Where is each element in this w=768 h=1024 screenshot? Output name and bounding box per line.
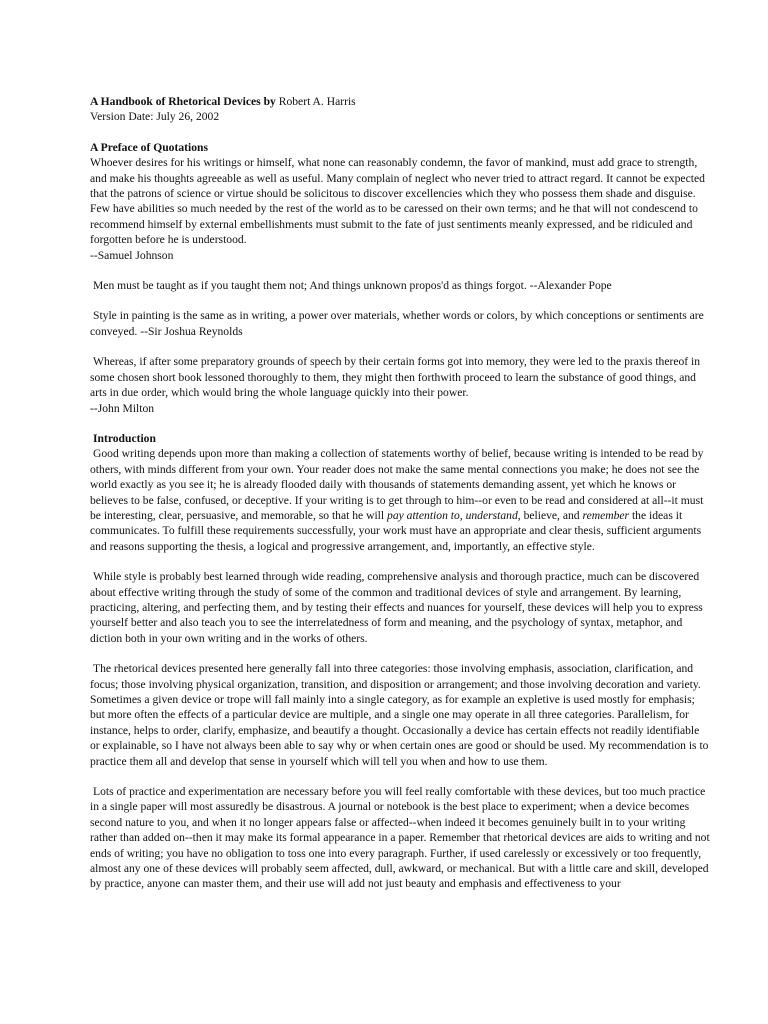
title-by: by	[260, 95, 279, 108]
intro-paragraph-3: The rhetorical devices presented here generally fall into three categories: those involving emphasis, association, clarification, and focus; those involving physical organization, transition, and disposition or arrangement; and those involving decoration and variety. Sometimes a given device or trope will fall mainly into a single category, as for example an expletive is used mostly for emphasis; but more often the effects of a particular device are multiple, and a single one may operate in all three categories. Parallelism, for instance, helps to order, clarify, emphasize, and beautify a thought. Occasionally a device has certain effects not readily identifiable or explainable, so I have not always been able to say why or when certain ones are good or should be used. My recommendation is to practice them all and develop that sense in yourself which will tell you when and how to use them.	[90, 662, 709, 768]
intro-p1-text-b: , believe, and	[517, 508, 583, 522]
version-date: Version Date: July 26, 2002	[90, 110, 220, 124]
intro-paragraph-4: Lots of practice and experimentation are necessary before you will feel really comfortable with these devices, but too much practice in a single paper will most assuredly be disastrous. A journal or notebook is the best place to experiment; when a device becomes second nature to you, and when it no longer appears false or affected--when indeed it becomes genuinely built in to your writing rather than added on--then it may make its formal appearance in a paper. Remember that rhetorical devices are aids to writing and not ends of writing; you have no obligation to toss one into every paragraph. Further, if used carelessly or excessively or too frequently, almost any one of these devices will probably seem affected, dull, awkward, or mechanical. But with a little care and skill, developed by practice, anyone can master them, and their use will add not just beauty and emphasis and effectiveness to your	[90, 785, 710, 891]
quote-milton-attribution: --John Milton	[90, 401, 155, 415]
intro-p1-emphasis-2: remember	[582, 508, 630, 522]
intro-p1-text-c: the ideas it communicates. To fulfill these requirements successfully, your work must have an appropriate and clear thesis, sufficient arguments and reasons supporting the thesis, a logical and progressive arrangement, and, importantly, an effective style.	[90, 508, 702, 553]
quote-milton: Whereas, if after some preparatory grounds of speech by their certain forms got into memory, they were led to the praxis thereof in some chosen short book lessoned thoroughly to them, they might then forthwith proceed to learn the substance of good things, and arts in due order, which would bring the whole language quickly into their power.	[90, 355, 701, 400]
preface-heading: A Preface of Quotations	[90, 140, 208, 154]
introduction-heading: Introduction	[93, 431, 156, 445]
quote-johnson: Whoever desires for his writings or himself, what none can reasonably condemn, the favor of mankind, must add grace to strength, and make his thoughts agreeable as well as useful. Many complain of neglect who never tried to attract regard. It cannot be expected that the patrons of science or virtue should be solicitous to discover excellencies which they who possess them shade and disguise. Few have abilities so much needed by the rest of the world as to be caressed on their own terms; and he that will not condescend to recommend himself by external embellishments must submit to the fate of just sentiments meanly expressed, and be ridiculed and forgotten before he is understood.	[90, 156, 705, 247]
intro-p1-emphasis-1: pay attention to, understand	[387, 508, 518, 522]
intro-paragraph-1	[90, 446, 710, 554]
document-title: A Handbook of Rhetorical Devices	[90, 95, 261, 108]
quote-pope: Men must be taught as if you taught them not; And things unknown propos'd as things forgot. --Alexander Pope	[93, 279, 612, 293]
quote-johnson-attribution: --Samuel Johnson	[90, 248, 174, 262]
document-title-line	[90, 94, 710, 109]
quote-reynolds: Style in painting is the same as in writing, a power over materials, whether words or colors, by which conceptions or sentiments are conveyed. --Sir Joshua Reynolds	[90, 309, 704, 338]
author-name: Robert A. Harris	[278, 95, 356, 108]
intro-p1-text-a: Good writing depends upon more than making a collection of statements worthy of belief, because writing is intended to be read by others, with minds different from your own. Your reader does not make the same mental connections you make; he does not see the world exactly as you see it; he is already flooded daily with thousands of statements demanding assent, yet which he knows or believes to be false, confused, or deceptive. If your writing is to get through to him--or even to be read and considered at all--it must be interesting, clear, persuasive, and memorable, so that he will	[90, 447, 704, 522]
intro-paragraph-2: While style is probably best learned through wide reading, comprehensive analysis and thorough practice, much can be discovered about effective writing through the study of some of the common and traditional devices of style and arrangement. By learning, practicing, altering, and perfecting them, and by testing their effects and nuances for yourself, these devices will help you to express yourself better and also teach you to see the interrelatedness of form and meaning, and the psychology of syntax, metaphor, and diction both in your own writing and in the works of others.	[90, 570, 703, 645]
